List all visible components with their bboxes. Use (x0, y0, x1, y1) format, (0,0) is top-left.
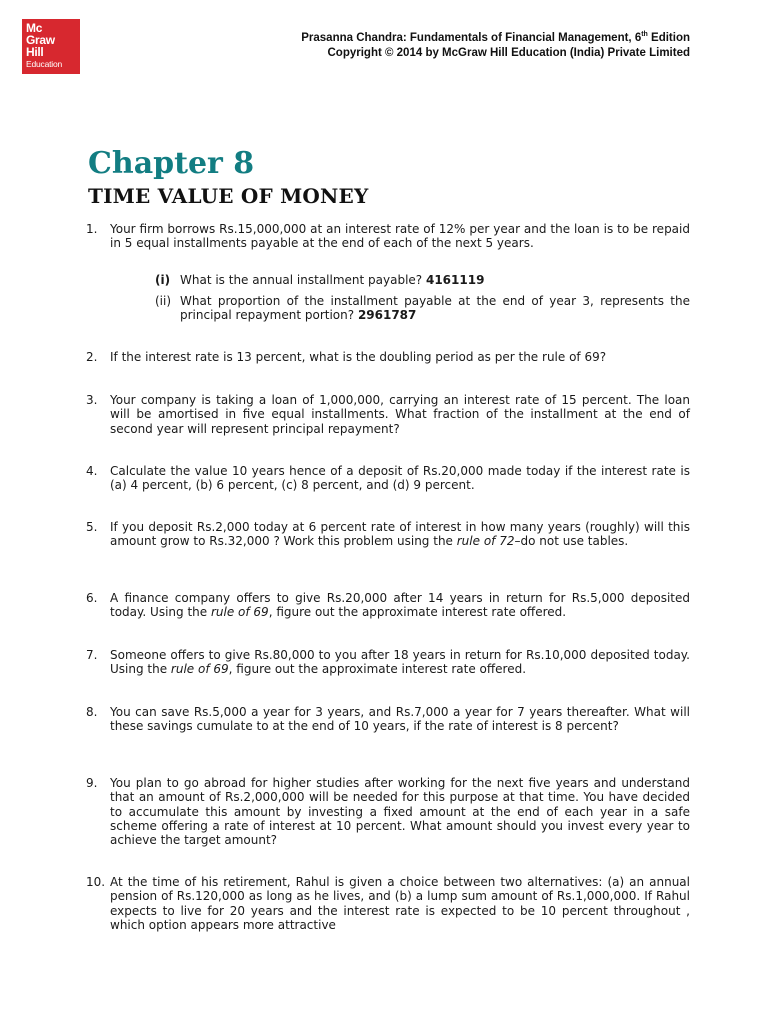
question-3: 3. Your company is taking a loan of 1,000,000, carrying an interest rate of 15 percent. The loan will be amortised in five equal installments. What fraction of the installment at the end of second year will represent principal repayment? (86, 393, 690, 436)
answer-value: 2961787 (357, 308, 417, 323)
question-7: 7. Someone offers to give Rs.80,000 to you after 18 years in return for Rs.10,000 deposited today. Using the rule of 69, figure out the approximate interest rate offered. (86, 648, 690, 677)
question-1-part-ii: (ii) What proportion of the installment payable at the end of year 3, represents the principal repayment portion? 2961787 (155, 294, 690, 323)
answer-value: 4161119 (425, 273, 485, 287)
question-1: 1. Your firm borrows Rs.15,000,000 at an interest rate of 12% per year and the loan is to be repaid in 5 equal installments payable at the end of each of the next 5 years. (86, 222, 690, 251)
header-book-title: Prasanna Chandra: Fundamentals of Financial Management, 6th Edition (301, 31, 690, 44)
page-header (301, 31, 690, 61)
mcgraw-hill-logo: Mc Graw Hill Education (22, 19, 80, 74)
question-9: 9. You plan to go abroad for higher studies after working for the next five years and understand that an amount of Rs.2,000,000 will be needed for this purpose at that time. You have decided to accumulate this amount by investing a fixed amount at the end of each year in a safe scheme offering a rate of interest at 10 percent. What amount should you invest every year to achieve the target amount? (86, 776, 690, 848)
question-1-part-i: (i) What is the annual installment payable? 4161119 (155, 273, 485, 287)
question-10: 10. At the time of his retirement, Rahul is given a choice between two alternatives: (a) an annual pension of Rs.120,000 as long as he lives, and (b) a lump sum amount of Rs.1,000,000. If Rahul expects to live for 20 years and the interest rate is expected to be 10 percent throughout , which option appears more attractive (86, 875, 690, 932)
question-2: 2. If the interest rate is 13 percent, what is the doubling period as per the rule of 69? (86, 350, 607, 364)
header-copyright: Copyright © 2014 by McGraw Hill Education (India) Private Limited (327, 47, 690, 59)
chapter-title: TIME VALUE OF MONEY (88, 184, 369, 208)
question-5: 5. If you deposit Rs.2,000 today at 6 percent rate of interest in how many years (roughly) will this amount grow to Rs.32,000 ? Work this problem using the rule of 72–do not use tables. (86, 520, 690, 549)
chapter-heading: Chapter 8 (88, 146, 255, 181)
question-6: 6. A finance company offers to give Rs.20,000 after 14 years in return for Rs.5,000 deposited today. Using the rule of 69, figure out the approximate interest rate offered. (86, 591, 690, 620)
question-8: 8. You can save Rs.5,000 a year for 3 years, and Rs.7,000 a year for 7 years thereafter. What will these savings cumulate to at the end of 10 years, if the rate of interest is 8 percent? (86, 705, 690, 734)
question-4: 4. Calculate the value 10 years hence of a deposit of Rs.20,000 made today if the interest rate is (a) 4 percent, (b) 6 percent, (c) 8 percent, and (d) 9 percent. (86, 464, 690, 493)
